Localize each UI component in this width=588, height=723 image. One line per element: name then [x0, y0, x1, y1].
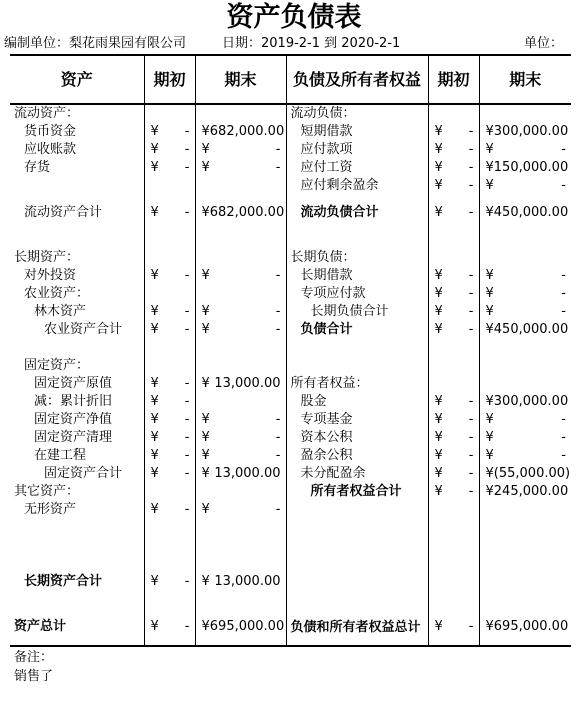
- currency-symbol: ¥: [201, 268, 210, 283]
- amount-value: -: [184, 160, 190, 175]
- asset-item-label: 存货: [24, 160, 51, 175]
- asset-item-label: 固定资产清理: [34, 430, 113, 445]
- currency-symbol: ¥: [485, 430, 494, 445]
- header-liabilities-equity: 负债及所有者权益: [286, 55, 428, 104]
- amount-value: -: [468, 619, 474, 634]
- table-row: [10, 411, 571, 429]
- table-row: [10, 141, 571, 159]
- amount-value: -: [468, 430, 474, 445]
- amount-value: -: [184, 304, 190, 319]
- asset-opening-amount: [145, 429, 195, 447]
- table-row: [10, 267, 571, 285]
- currency-symbol: ¥: [201, 619, 210, 634]
- liability-item-label: 流动负债合计: [300, 205, 379, 220]
- asset-item-label: 其它资产：: [14, 484, 80, 499]
- currency-symbol: ¥: [434, 142, 443, 157]
- liability-item-label: 应付剩余盈余: [300, 178, 379, 193]
- liability-opening-amount: [429, 267, 479, 285]
- liability-closing-amount: [480, 204, 572, 222]
- liability-item-label: 长期借款: [300, 268, 353, 283]
- amount-value: 450,000.00: [493, 322, 569, 337]
- currency-symbol: ¥: [485, 619, 494, 634]
- liability-item-label: 负债合计: [300, 322, 353, 337]
- amount-value: 450,000.00: [493, 205, 569, 220]
- liability-closing-amount: [480, 321, 572, 339]
- amount-value: -: [184, 142, 190, 157]
- amount-value: -: [561, 178, 566, 193]
- asset-item-label: 对外投资: [24, 268, 77, 283]
- liability-closing-amount: [480, 159, 572, 177]
- table-row: [10, 303, 571, 321]
- amount-value: -: [468, 448, 474, 463]
- liability-opening-amount: [429, 447, 479, 465]
- table-row: [10, 429, 571, 447]
- liability-opening-amount: [429, 483, 479, 501]
- amount-value: -: [468, 394, 474, 409]
- asset-item-label: 固定资产净值: [34, 412, 113, 427]
- asset-item-label: 农业资产：: [24, 286, 90, 301]
- amount-value: 300,000.00: [493, 394, 569, 409]
- header-liability-opening: 期初: [428, 55, 479, 104]
- liability-closing-amount: [480, 447, 572, 465]
- amount-value: 245,000.00: [493, 484, 569, 499]
- notes-label: 备注：: [14, 650, 54, 665]
- liability-item-label: 资本公积: [300, 430, 353, 445]
- liability-item-label: 专项应付款: [300, 286, 366, 301]
- currency-symbol: ¥: [150, 322, 159, 337]
- currency-symbol: ¥: [201, 466, 210, 481]
- balance-sheet-table: [10, 54, 571, 647]
- currency-symbol: ¥: [150, 268, 159, 283]
- currency-symbol: ¥: [201, 142, 210, 157]
- notes-section: [14, 648, 53, 686]
- currency-symbol: ¥: [485, 142, 494, 157]
- table-row: [10, 195, 571, 231]
- currency-symbol: ¥: [150, 502, 159, 517]
- asset-item-label: 固定资产原值: [34, 376, 113, 391]
- currency-symbol: ¥: [434, 286, 443, 301]
- amount-value: -: [275, 502, 281, 517]
- amount-value: -: [184, 412, 190, 427]
- asset-closing-amount: [196, 375, 286, 393]
- asset-closing-amount: [196, 123, 286, 141]
- table-row: [10, 357, 571, 375]
- table-row: [10, 447, 571, 465]
- currency-symbol: ¥: [434, 430, 443, 445]
- asset-item-label: 资产总计: [14, 619, 67, 634]
- asset-item-label: 在建工程: [34, 448, 87, 463]
- header-liability-closing: 期末: [479, 55, 571, 104]
- asset-opening-amount: [145, 123, 195, 141]
- amount-value: 13,000.00: [214, 466, 281, 481]
- amount-value: -: [275, 304, 281, 319]
- asset-closing-amount: [196, 321, 286, 339]
- currency-symbol: ¥: [485, 448, 494, 463]
- currency-symbol: ¥: [485, 268, 494, 283]
- asset-item-label: 林木资产: [34, 304, 87, 319]
- currency-symbol: ¥: [485, 304, 494, 319]
- asset-item-label: 流动资产：: [14, 106, 80, 121]
- asset-closing-amount: [196, 429, 286, 447]
- currency-symbol: ¥: [150, 205, 159, 220]
- currency-symbol: ¥: [201, 448, 210, 463]
- header-assets: 资产: [10, 55, 144, 104]
- currency-symbol: ¥: [434, 304, 443, 319]
- table-row: [10, 591, 571, 609]
- amount-value: -: [275, 160, 281, 175]
- currency-symbol: ¥: [434, 484, 443, 499]
- asset-item-label: 流动资产合计: [24, 205, 103, 220]
- currency-symbol: ¥: [201, 574, 210, 589]
- currency-symbol: ¥: [150, 376, 159, 391]
- asset-item-label: 减：累计折旧: [34, 394, 113, 409]
- table-header-row: [10, 55, 571, 104]
- asset-closing-amount: [196, 573, 286, 591]
- amount-value: -: [561, 142, 566, 157]
- liability-closing-amount: [480, 393, 572, 411]
- amount-value: -: [561, 304, 566, 319]
- liability-closing-amount: [480, 429, 572, 447]
- amount-value: -: [468, 268, 474, 283]
- currency-unit-label: 单位：: [524, 36, 564, 51]
- header-asset-opening: 期初: [144, 55, 195, 104]
- liability-opening-amount: [429, 303, 479, 321]
- asset-opening-amount: [145, 321, 195, 339]
- asset-opening-amount: [145, 267, 195, 285]
- table-row: [10, 231, 571, 249]
- asset-closing-amount: [196, 141, 286, 159]
- asset-opening-amount: [145, 573, 195, 591]
- liability-closing-amount: [480, 618, 572, 636]
- liability-opening-amount: [429, 123, 479, 141]
- currency-symbol: ¥: [150, 412, 159, 427]
- asset-item-label: 固定资产合计: [44, 466, 123, 481]
- amount-value: 150,000.00: [493, 160, 569, 175]
- amount-value: -: [275, 448, 281, 463]
- liability-opening-amount: [429, 321, 479, 339]
- currency-symbol: ¥: [201, 376, 210, 391]
- asset-opening-amount: [145, 411, 195, 429]
- currency-symbol: ¥: [150, 160, 159, 175]
- currency-symbol: ¥: [150, 466, 159, 481]
- currency-symbol: ¥: [485, 484, 494, 499]
- currency-symbol: ¥: [485, 160, 494, 175]
- asset-opening-amount: [145, 159, 195, 177]
- liability-item-label: 未分配盈余: [300, 466, 366, 481]
- amount-value: 682,000.00: [209, 205, 285, 220]
- amount-value: -: [184, 619, 190, 634]
- amount-value: -: [561, 268, 566, 283]
- currency-symbol: ¥: [150, 304, 159, 319]
- amount-value: -: [275, 142, 281, 157]
- asset-opening-amount: [145, 501, 195, 519]
- amount-value: -: [561, 430, 566, 445]
- amount-value: -: [468, 304, 474, 319]
- liability-closing-amount: [480, 411, 572, 429]
- amount-value: -: [561, 286, 566, 301]
- currency-symbol: ¥: [201, 430, 210, 445]
- table-row: [10, 285, 571, 303]
- liability-opening-amount: [429, 141, 479, 159]
- header-asset-closing: 期末: [195, 55, 286, 104]
- liability-item-label: 应付款项: [300, 142, 353, 157]
- currency-symbol: ¥: [150, 142, 159, 157]
- liability-opening-amount: [429, 618, 479, 636]
- liability-item-label: 专项基金: [300, 412, 353, 427]
- amount-value: -: [468, 484, 474, 499]
- liability-opening-amount: [429, 177, 479, 195]
- amount-value: -: [184, 124, 190, 139]
- amount-value: -: [468, 178, 474, 193]
- company-label: 编制单位：梨花雨果园有限公司: [4, 36, 187, 51]
- currency-symbol: ¥: [485, 178, 494, 193]
- amount-value: 695,000.00: [493, 619, 569, 634]
- currency-symbol: ¥: [434, 412, 443, 427]
- asset-opening-amount: [145, 375, 195, 393]
- amount-value: -: [184, 394, 190, 409]
- currency-symbol: ¥: [434, 619, 443, 634]
- currency-symbol: ¥: [434, 322, 443, 337]
- asset-item-label: 长期资产：: [14, 250, 80, 265]
- table-row: [10, 321, 571, 339]
- amount-value: -: [184, 574, 190, 589]
- asset-closing-amount: [196, 303, 286, 321]
- currency-symbol: ¥: [434, 205, 443, 220]
- asset-item-label: 固定资产：: [24, 358, 90, 373]
- asset-closing-amount: [196, 501, 286, 519]
- table-row: [10, 123, 571, 141]
- currency-symbol: ¥: [485, 322, 494, 337]
- amount-value: -: [275, 430, 281, 445]
- liability-opening-amount: [429, 159, 479, 177]
- currency-symbol: ¥: [434, 466, 443, 481]
- currency-symbol: ¥: [150, 430, 159, 445]
- liability-closing-amount: [480, 123, 572, 141]
- amount-value: -: [561, 448, 566, 463]
- asset-opening-amount: [145, 141, 195, 159]
- amount-value: 300,000.00: [493, 124, 569, 139]
- currency-symbol: ¥: [201, 322, 210, 337]
- asset-opening-amount: [145, 303, 195, 321]
- asset-item-label: 应收账款: [24, 142, 77, 157]
- liability-item-label: 股金: [300, 394, 327, 409]
- amount-value: -: [468, 160, 474, 175]
- table-row: [10, 519, 571, 573]
- liability-opening-amount: [429, 393, 479, 411]
- asset-closing-amount: [196, 618, 286, 636]
- currency-symbol: ¥: [201, 304, 210, 319]
- liability-opening-amount: [429, 465, 479, 483]
- liability-closing-amount: [480, 177, 572, 195]
- asset-opening-amount: [145, 204, 195, 222]
- currency-symbol: ¥: [485, 412, 494, 427]
- asset-closing-amount: [196, 267, 286, 285]
- liability-closing-amount: [480, 141, 572, 159]
- asset-item-label: 货币资金: [24, 124, 77, 139]
- liability-item-label: 流动负债：: [290, 106, 356, 121]
- table-row: [10, 249, 571, 267]
- currency-symbol: ¥: [201, 160, 210, 175]
- amount-value: 682,000.00: [209, 124, 285, 139]
- date-range-label: 日期：2019-2-1 到 2020-2-1: [222, 36, 401, 51]
- amount-value: -: [468, 142, 474, 157]
- currency-symbol: ¥: [434, 124, 443, 139]
- currency-symbol: ¥: [150, 574, 159, 589]
- table-row: [10, 177, 571, 195]
- liability-closing-amount: [480, 465, 572, 483]
- liability-opening-amount: [429, 285, 479, 303]
- asset-opening-amount: [145, 393, 195, 411]
- amount-value: -: [468, 124, 474, 139]
- currency-symbol: ¥: [485, 466, 494, 481]
- amount-value: -: [184, 448, 190, 463]
- currency-symbol: ¥: [485, 394, 494, 409]
- liability-item-label: 所有者权益：: [290, 376, 369, 391]
- liability-opening-amount: [429, 411, 479, 429]
- amount-value: 13,000.00: [214, 574, 281, 589]
- report-title: 资产负债表: [226, 2, 362, 33]
- currency-symbol: ¥: [201, 124, 210, 139]
- currency-symbol: ¥: [201, 502, 210, 517]
- currency-symbol: ¥: [434, 178, 443, 193]
- currency-symbol: ¥: [485, 124, 494, 139]
- table-row: [10, 573, 571, 591]
- liability-item-label: 长期负债合计: [310, 304, 389, 319]
- asset-closing-amount: [196, 159, 286, 177]
- amount-value: -: [468, 286, 474, 301]
- asset-opening-amount: [145, 465, 195, 483]
- currency-symbol: ¥: [150, 124, 159, 139]
- table-row: [10, 104, 571, 123]
- table-row: [10, 159, 571, 177]
- notes-text: 销售了: [14, 669, 54, 684]
- amount-value: -: [275, 268, 281, 283]
- asset-closing-amount: [196, 465, 286, 483]
- table-row: [10, 375, 571, 393]
- liability-item-label: 应付工资: [300, 160, 353, 175]
- asset-opening-amount: [145, 618, 195, 636]
- table-row: [10, 609, 571, 646]
- amount-value: -: [184, 268, 190, 283]
- amount-value: -: [184, 376, 190, 391]
- liability-opening-amount: [429, 429, 479, 447]
- asset-item-label: 无形资产: [24, 502, 77, 517]
- liability-item-label: 负债和所有者权益总计: [290, 619, 421, 635]
- liability-item-label: 所有者权益合计: [310, 484, 402, 499]
- liability-closing-amount: [480, 303, 572, 321]
- liability-opening-amount: [429, 204, 479, 222]
- amount-value: -: [468, 205, 474, 220]
- currency-symbol: ¥: [434, 448, 443, 463]
- liability-item-label: 短期借款: [300, 124, 353, 139]
- currency-symbol: ¥: [434, 268, 443, 283]
- asset-item-label: 长期资产合计: [24, 574, 103, 589]
- amount-value: -: [275, 412, 281, 427]
- asset-closing-amount: [196, 411, 286, 429]
- liability-item-label: 盈余公积: [300, 448, 353, 463]
- currency-symbol: ¥: [150, 619, 159, 634]
- amount-value: -: [184, 322, 190, 337]
- table-row: [10, 483, 571, 501]
- amount-value: -: [184, 430, 190, 445]
- amount-value: -: [468, 466, 474, 481]
- currency-symbol: ¥: [434, 394, 443, 409]
- amount-value: 695,000.00: [209, 619, 285, 634]
- amount-value: -: [468, 412, 474, 427]
- table-row: [10, 501, 571, 519]
- amount-value: -: [184, 502, 190, 517]
- table-row: [10, 393, 571, 411]
- currency-symbol: ¥: [434, 160, 443, 175]
- asset-opening-amount: [145, 447, 195, 465]
- table-row: [10, 465, 571, 483]
- currency-symbol: ¥: [150, 394, 159, 409]
- liability-item-label: 长期负债：: [290, 250, 356, 265]
- liability-closing-amount: [480, 285, 572, 303]
- currency-symbol: ¥: [201, 412, 210, 427]
- amount-value: -: [184, 466, 190, 481]
- table-row: [10, 339, 571, 357]
- amount-value: -: [275, 322, 281, 337]
- amount-value: 13,000.00: [214, 376, 281, 391]
- currency-symbol: ¥: [485, 205, 494, 220]
- currency-symbol: ¥: [485, 286, 494, 301]
- asset-closing-amount: [196, 447, 286, 465]
- liability-closing-amount: [480, 483, 572, 501]
- amount-value: (55,000.00): [493, 466, 571, 481]
- currency-symbol: ¥: [150, 448, 159, 463]
- liability-closing-amount: [480, 267, 572, 285]
- asset-closing-amount: [196, 204, 286, 222]
- amount-value: -: [561, 412, 566, 427]
- asset-item-label: 农业资产合计: [44, 322, 123, 337]
- currency-symbol: ¥: [201, 205, 210, 220]
- amount-value: -: [468, 322, 474, 337]
- amount-value: -: [184, 205, 190, 220]
